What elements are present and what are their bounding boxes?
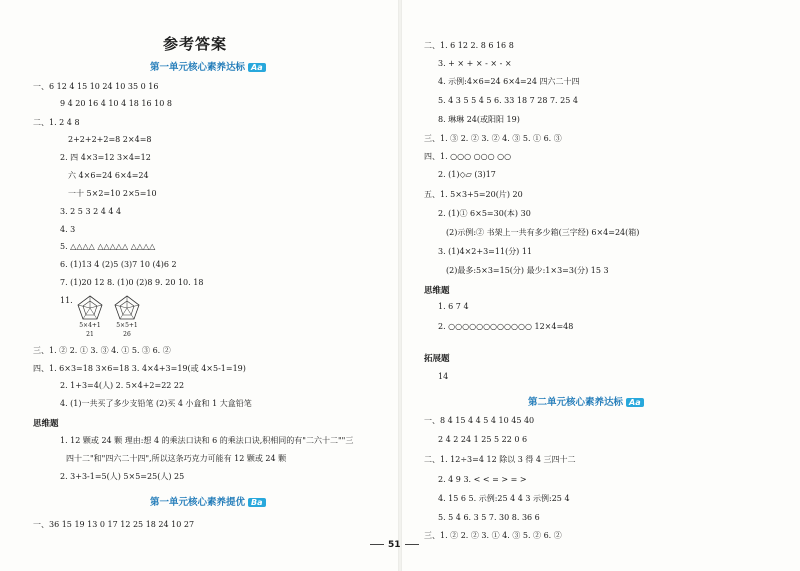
answer-line: 一、8 4 15 4 4 5 4 10 45 40 [424,416,535,425]
level-badge: Aa [626,398,644,407]
answer-line: (2)示例:② 书架上一共有多少箱(三字经) 6×4=24(箱) [446,228,640,237]
answer-line: 六 4×6=24 6×4=24 [68,171,149,180]
figure-caption: 5×4+1 [79,322,101,329]
answer-line: 8. 琳琳 24(或阳阳 19) [438,115,520,124]
answer-line: 2. ○○○○○○○○○○○○ 12×4=48 [438,322,574,331]
heading-thinking: 思维题 [424,286,450,296]
heading-extension: 拓展题 [424,354,450,364]
answer-line: 2. (1)① 6×5=30(本) 30 [438,209,531,218]
answer-line: 3. 2 5 3 2 4 4 4 [60,207,122,216]
answer-line: 四十二"和"四六二十四",所以这条巧克力可能有 12 颗或 24 颗 [66,454,287,463]
answer-line: 二、1. 6 12 2. 8 6 16 8 [424,41,514,50]
answer-line: 一十 5×2=10 2×5=10 [68,189,157,198]
answer-line: 一、36 15 19 13 0 17 12 25 18 24 10 27 [33,520,195,529]
section-title-text: 第一单元核心素养提优 [150,497,246,508]
pentagon-figure [113,294,141,322]
section-title-unit1 [150,59,266,73]
answer-line: 3. + × + × - × - × [438,59,512,68]
answer-line: 四、1. 6×3=18 3×6=18 3. 4×4+3=19(或 4×5-1=19) [33,364,246,373]
level-badge: Aa [248,63,266,72]
pentagon-figure [76,294,104,322]
answer-line: 2+2+2+2=8 2×4=8 [68,135,152,144]
level-badge: Ba [248,498,266,507]
page-number [366,540,423,550]
answer-line: 5. 5 4 6. 3 5 7. 30 8. 36 6 [438,513,540,522]
answer-line: 4. 3 [60,225,76,234]
answer-line: 二、1. 2 4 8 [33,118,80,127]
answer-line: 3. (1)4×2+3=11(分) 11 [438,247,533,256]
section-title-text: 第二单元核心素养达标 [528,397,624,408]
figure-caption: 26 [123,331,131,338]
answer-line: 9 4 20 16 4 10 4 18 16 10 8 [60,99,172,108]
answer-line: 一、6 12 4 15 10 24 10 35 0 16 [33,82,159,91]
answer-line: 2. 四 4×3=12 3×4=12 [60,153,151,162]
answer-line: 5. 4 3 5 5 4 5 6. 33 18 7 28 7. 25 4 [438,96,578,105]
answer-line: 4. 15 6 5. 示例:25 4 4 3 示例:25 4 [438,494,570,503]
section-title-unit2 [528,394,644,408]
answer-line: 1. 6 7 4 [438,302,469,311]
section-title-unit1b [150,494,266,508]
answer-line: 四、1. ○○○ ○○○ ○○ [424,152,512,161]
section-title-text: 第一单元核心素养达标 [150,62,246,73]
answer-line: 三、1. ③ 2. ② 3. ② 4. ③ 5. ① 6. ③ [424,134,562,143]
right-page [400,0,800,571]
answer-line: 2. 1+3=4(人) 2. 5×4+2=22 22 [60,381,185,390]
answer-line: 二、1. 12÷3=4 12 除以 3 得 4 三四十二 [424,455,576,464]
answer-line: 三、1. ② 2. ① 3. ③ 4. ① 5. ③ 6. ② [33,346,171,355]
answer-line: 5. △△△△ △△△△△ △△△△ [60,242,156,251]
answer-line: 6. (1)13 4 (2)5 (3)7 10 (4)6 2 [60,260,177,269]
figure-caption: 5×5+1 [116,322,138,329]
answer-line: 7. (1)20 12 8. (1)0 (2)8 9. 20 10. 18 [60,278,204,287]
answer-line: 11. [60,296,73,305]
answer-line: (2)最多:5×3=15(分) 最少:1×3=3(分) 15 3 [446,266,609,275]
heading-thinking: 思维题 [33,419,59,429]
answer-line: 4. 示例:4×6=24 6×4=24 四六二十四 [438,77,580,86]
page-title: 参考答案 [162,35,227,53]
answer-line: 1. 12 颗或 24 颗 理由:想 4 的乘法口诀和 6 的乘法口诀,积相同的有"二六十二""三 [60,436,354,445]
dash-right [405,544,419,545]
answer-line: 五、1. 5×3+5=20(片) 20 [424,190,523,199]
figure-caption: 21 [86,331,94,338]
answer-line: 2 4 2 24 1 25 5 22 0 6 [438,435,528,444]
answer-line: 4. (1)一共买了多少支铅笔 (2)买 4 小盒和 1 大盒铅笔 [60,399,252,408]
dash-left [370,544,384,545]
answer-line: 2. 4 9 3. < < = > = > [438,475,527,484]
answer-line: 14 [438,372,449,381]
answer-line: 2. (1)◇▱ (3)17 [438,170,496,179]
page-number-text: 51 [388,540,401,550]
answer-line: 三、1. ② 2. ② 3. ① 4. ③ 5. ② 6. ② [424,531,562,540]
answer-line: 2. 3+3-1=5(人) 5×5=25(人) 25 [60,472,185,481]
